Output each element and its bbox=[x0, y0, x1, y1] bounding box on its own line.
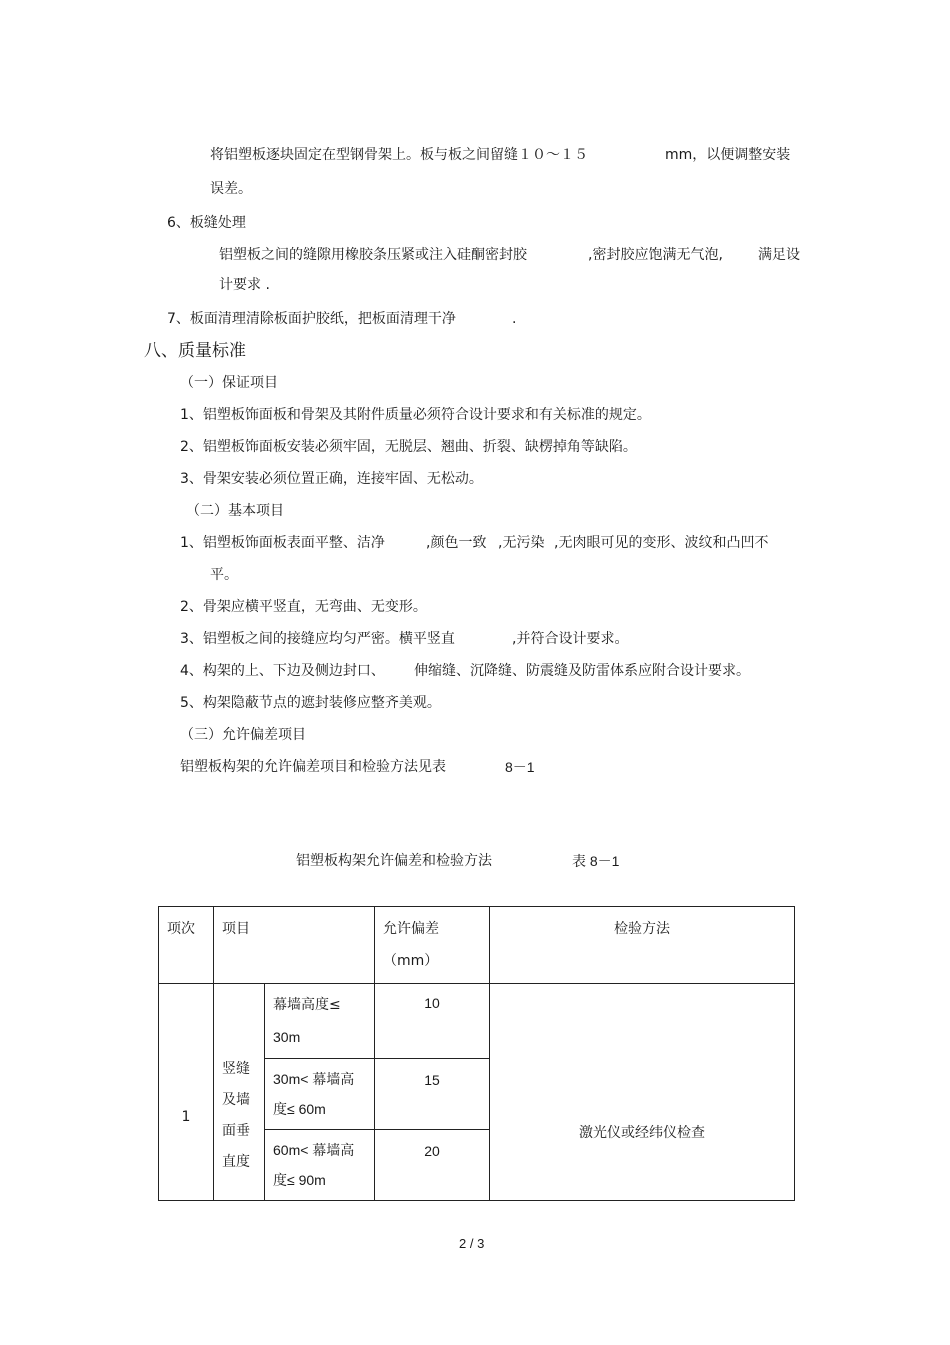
basic-item3a: 3、铝塑板之间的接缝应均匀严密。横平竖直 bbox=[180, 631, 455, 647]
table-caption-ref: 表 8－1 bbox=[572, 853, 620, 869]
basic-item3b: ,并符合设计要求。 bbox=[512, 631, 629, 647]
row-sub-1-condition: 幕墙高度≤ 30m bbox=[265, 984, 375, 1059]
basic-item1e: 平。 bbox=[210, 567, 238, 583]
basic-item2: 2、骨架应横平竖直，无弯曲、无变形。 bbox=[180, 599, 427, 615]
basic-item1b: ,颜色一致 bbox=[426, 535, 487, 551]
basic-item1d: ,无肉眼可见的变形、波纹和凸凹不 bbox=[554, 535, 769, 551]
item7-tail: . bbox=[512, 311, 517, 327]
item7-text: 7、板面清理清除板面护胶纸，把板面清理干净 bbox=[167, 311, 456, 327]
row-method: 激光仪或经纬仪检查 bbox=[490, 984, 795, 1201]
basic-item5: 5、构架隐蔽节点的遮封装修应整齐美观。 bbox=[180, 695, 441, 711]
guarantee-title: （一）保证项目 bbox=[180, 375, 278, 391]
page-number: 2 / 3 bbox=[459, 1236, 485, 1251]
intro-line1a: 将铝塑板逐块固定在型钢骨架上。板与板之间留缝１０～１５ bbox=[210, 147, 588, 163]
item6-line2: 计要求 . bbox=[219, 277, 270, 293]
row-sub-1-value: 10 bbox=[375, 984, 490, 1059]
tolerance-title: （三）允许偏差项目 bbox=[180, 727, 306, 743]
item6-line1b: ,密封胶应饱满无气泡, bbox=[588, 247, 723, 263]
header-method: 检验方法 bbox=[490, 907, 795, 984]
tolerance-desc-ref: 8－1 bbox=[505, 759, 535, 775]
guarantee-item-3: 3、骨架安装必须位置正确，连接牢固、无松动。 bbox=[180, 471, 483, 487]
table-caption: 铝塑板构架允许偏差和检验方法 bbox=[296, 853, 492, 869]
row-sub-3-value: 20 bbox=[375, 1130, 490, 1201]
basic-title: （二）基本项目 bbox=[186, 503, 284, 519]
row-sub-2-condition: 30m< 幕墙高 度≤ 60m bbox=[265, 1059, 375, 1130]
section8-heading: 八、质量标准 bbox=[144, 341, 246, 361]
header-item: 项目 bbox=[214, 907, 375, 984]
guarantee-item-2: 2、铝塑板饰面板安装必须牢固，无脱层、翘曲、折裂、缺楞掉角等缺陷。 bbox=[180, 439, 637, 455]
guarantee-item-1: 1、铝塑板饰面板和骨架及其附件质量必须符合设计要求和有关标准的规定。 bbox=[180, 407, 651, 423]
row-sub-2-value: 15 bbox=[375, 1059, 490, 1130]
header-seq: 项次 bbox=[159, 907, 214, 984]
item6-title: 6、板缝处理 bbox=[167, 215, 246, 231]
basic-item1c: ,无污染 bbox=[498, 535, 545, 551]
tolerance-desc: 铝塑板构架的允许偏差项目和检验方法见表 bbox=[180, 759, 446, 775]
basic-item4a: 4、构架的上、下边及侧边封口、 bbox=[180, 663, 385, 679]
tolerance-table bbox=[158, 906, 795, 1201]
row-item-name: 竖缝 及墙 面垂 直度 bbox=[214, 984, 265, 1201]
row-sub-3-condition: 60m< 幕墙高 度≤ 90m bbox=[265, 1130, 375, 1201]
intro-line1b: mm，以便调整安装 bbox=[665, 147, 791, 163]
table-header-row bbox=[159, 907, 795, 984]
basic-item1a: 1、铝塑板饰面板表面平整、洁净 bbox=[180, 535, 385, 551]
table-row bbox=[159, 984, 795, 1059]
item6-line1a: 铝塑板之间的缝隙用橡胶条压紧或注入硅酮密封胶 bbox=[219, 247, 527, 263]
row-seq: 1 bbox=[159, 984, 214, 1201]
header-tolerance: 允许偏差 （mm） bbox=[375, 907, 490, 984]
basic-item4b: 伸缩缝、沉降缝、防震缝及防雷体系应附合设计要求。 bbox=[414, 663, 750, 679]
intro-line2: 误差。 bbox=[210, 181, 252, 197]
item6-line1c: 满足设 bbox=[758, 247, 800, 263]
